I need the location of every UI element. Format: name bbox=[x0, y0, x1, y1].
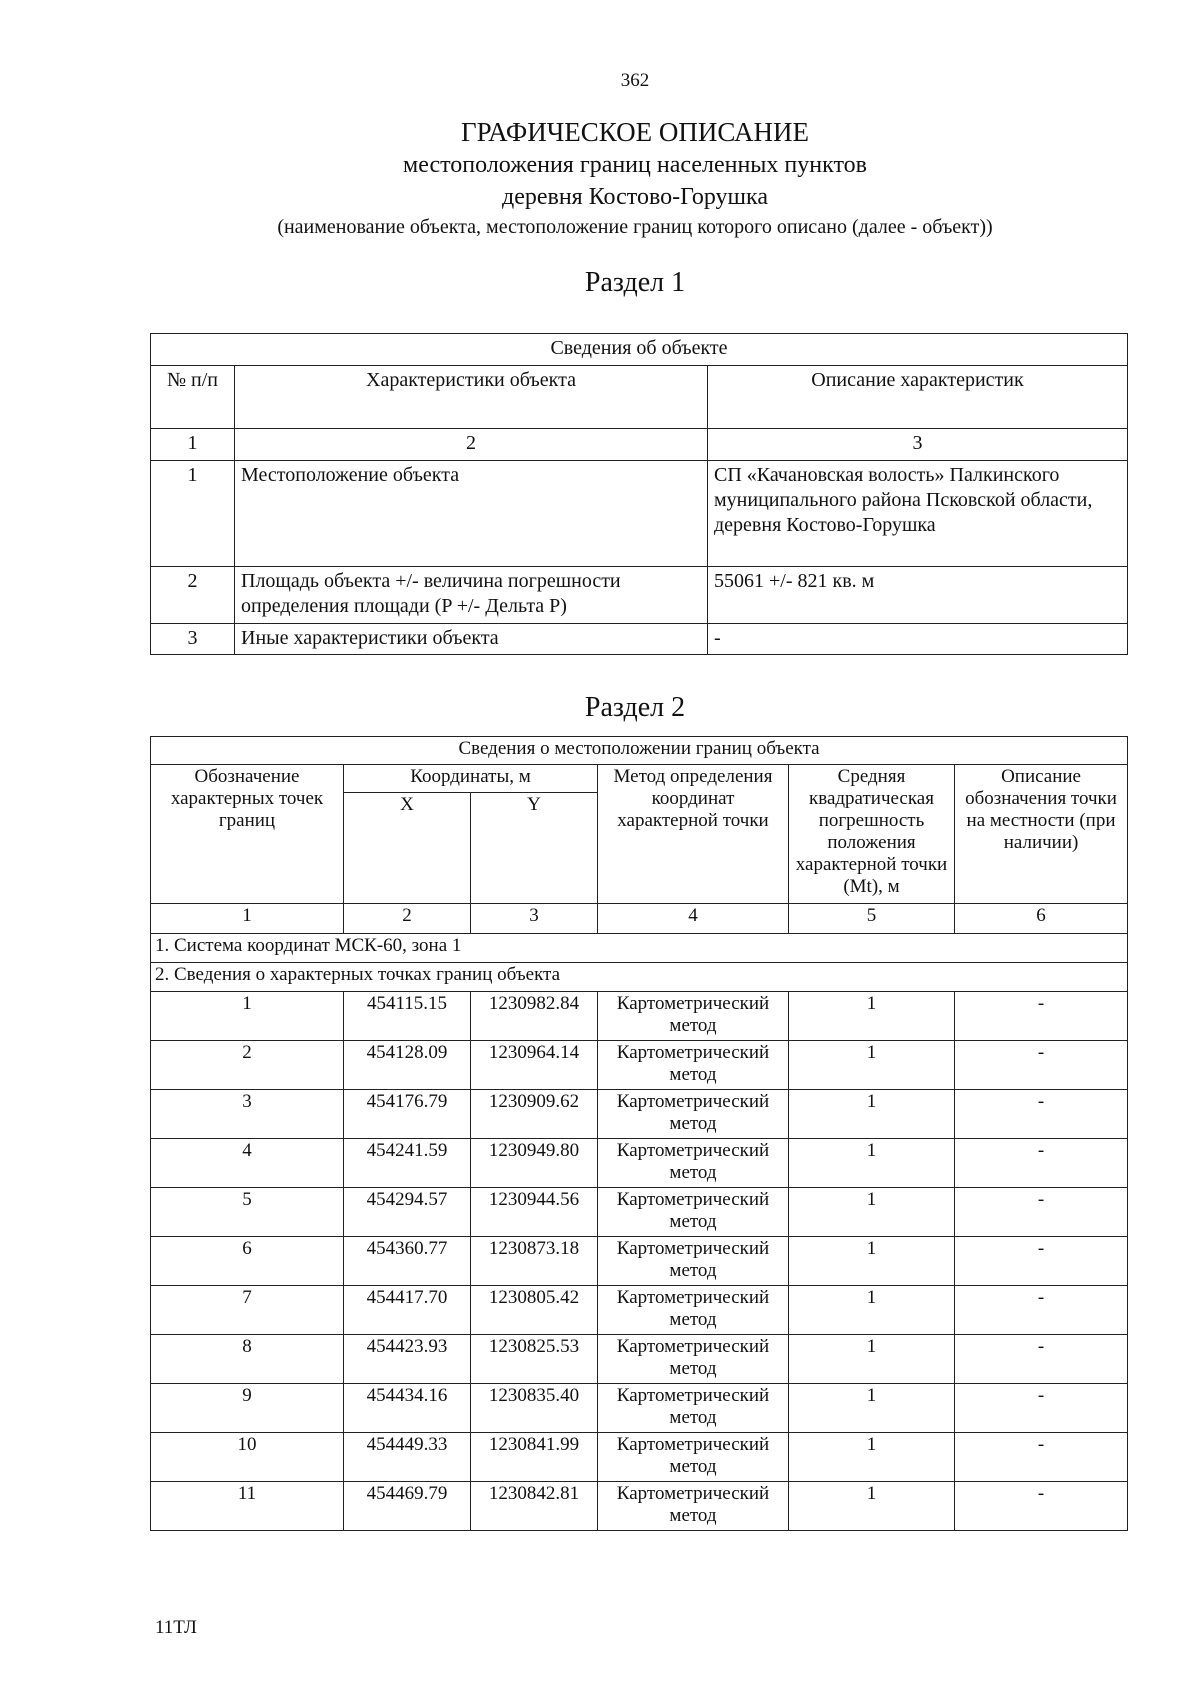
point-description-cell: - bbox=[955, 1041, 1128, 1090]
coordinate-x: 454241.59 bbox=[344, 1139, 471, 1188]
row-description: СП «Качановская волость» Палкинского муниципального района Псковской области, деревня Костово-Горушка bbox=[708, 461, 1128, 567]
point-description-cell: - bbox=[955, 1090, 1128, 1139]
coordinate-y: 1230949.80 bbox=[471, 1139, 598, 1188]
table-row bbox=[151, 1139, 1128, 1188]
col-number: 3 bbox=[471, 904, 598, 934]
col-number: 5 bbox=[789, 904, 955, 934]
col-number: 2 bbox=[344, 904, 471, 934]
method-cell: Картометрический метод bbox=[598, 992, 789, 1041]
error-cell: 1 bbox=[789, 1139, 955, 1188]
point-description-cell: - bbox=[955, 992, 1128, 1041]
section-2-heading: Раздел 2 bbox=[584, 692, 686, 723]
point-description-cell: - bbox=[955, 1237, 1128, 1286]
header-coordinates: Координаты, м bbox=[344, 765, 598, 793]
error-cell: 1 bbox=[789, 1041, 955, 1090]
error-cell: 1 bbox=[789, 1482, 955, 1531]
header-x: X bbox=[344, 793, 471, 904]
point-label: 6 bbox=[151, 1237, 344, 1286]
method-cell: Картометрический метод bbox=[598, 1188, 789, 1237]
method-cell: Картометрический метод bbox=[598, 1286, 789, 1335]
col-number: 6 bbox=[955, 904, 1128, 934]
point-label: 8 bbox=[151, 1335, 344, 1384]
col-number: 2 bbox=[235, 429, 708, 461]
point-description-cell: - bbox=[955, 1482, 1128, 1531]
point-description-cell: - bbox=[955, 1286, 1128, 1335]
title-line-3: деревня Костово-Горушка bbox=[501, 184, 768, 210]
coordinate-y: 1230944.56 bbox=[471, 1188, 598, 1237]
point-label: 4 bbox=[151, 1139, 344, 1188]
title-note: (наименование объекта, местоположение границ которого описано (далее - объект)) bbox=[277, 216, 993, 238]
method-cell: Картометрический метод bbox=[598, 1433, 789, 1482]
row-num: 1 bbox=[151, 461, 235, 567]
point-label: 3 bbox=[151, 1090, 344, 1139]
coordinate-y: 1230982.84 bbox=[471, 992, 598, 1041]
coordinate-y: 1230805.42 bbox=[471, 1286, 598, 1335]
point-description-cell: - bbox=[955, 1433, 1128, 1482]
row-description: 55061 +/- 821 кв. м bbox=[708, 567, 1128, 624]
point-label: 2 bbox=[151, 1041, 344, 1090]
table-row bbox=[151, 1090, 1128, 1139]
boundary-table-title: Сведения о местоположении границ объекта bbox=[151, 737, 1128, 765]
footer-code: 11ТЛ bbox=[155, 1617, 197, 1638]
table-row bbox=[151, 567, 1128, 624]
coordinate-y: 1230964.14 bbox=[471, 1041, 598, 1090]
coordinate-system-row: 1. Система координат МСК-60, зона 1 bbox=[151, 934, 1128, 963]
point-label: 7 bbox=[151, 1286, 344, 1335]
col-number: 3 bbox=[708, 429, 1128, 461]
table-row bbox=[151, 1041, 1128, 1090]
boundary-points-table bbox=[150, 736, 1128, 1531]
header-characteristic: Характеристики объекта bbox=[235, 366, 708, 429]
header-description: Описание характеристик bbox=[708, 366, 1128, 429]
table-row bbox=[151, 1335, 1128, 1384]
point-label: 9 bbox=[151, 1384, 344, 1433]
point-description-cell: - bbox=[955, 1335, 1128, 1384]
header-method: Метод определения координат характерной точки bbox=[598, 765, 789, 904]
point-description-cell: - bbox=[955, 1384, 1128, 1433]
error-cell: 1 bbox=[789, 1433, 955, 1482]
method-cell: Картометрический метод bbox=[598, 1139, 789, 1188]
table-row bbox=[151, 1286, 1128, 1335]
table-row bbox=[151, 1384, 1128, 1433]
row-characteristic: Местоположение объекта bbox=[235, 461, 708, 567]
points-section-row: 2. Сведения о характерных точках границ объекта bbox=[151, 963, 1128, 992]
coordinate-y: 1230873.18 bbox=[471, 1237, 598, 1286]
document-title bbox=[0, 115, 1200, 241]
title-line-2: местоположения границ населенных пунктов bbox=[403, 152, 867, 178]
row-description: - bbox=[708, 624, 1128, 655]
point-label: 10 bbox=[151, 1433, 344, 1482]
error-cell: 1 bbox=[789, 992, 955, 1041]
coordinate-x: 454417.70 bbox=[344, 1286, 471, 1335]
method-cell: Картометрический метод bbox=[598, 1237, 789, 1286]
coordinate-x: 454115.15 bbox=[344, 992, 471, 1041]
table-row bbox=[151, 461, 1128, 567]
table-row bbox=[151, 992, 1128, 1041]
point-description-cell: - bbox=[955, 1188, 1128, 1237]
header-num: № п/п bbox=[151, 366, 235, 429]
title-line-1: ГРАФИЧЕСКОЕ ОПИСАНИЕ bbox=[460, 117, 810, 147]
error-cell: 1 bbox=[789, 1188, 955, 1237]
object-info-table bbox=[150, 333, 1128, 655]
row-num: 2 bbox=[151, 567, 235, 624]
col-number: 1 bbox=[151, 429, 235, 461]
error-cell: 1 bbox=[789, 1286, 955, 1335]
col-number: 1 bbox=[151, 904, 344, 934]
coordinate-x: 454176.79 bbox=[344, 1090, 471, 1139]
coordinate-x: 454434.16 bbox=[344, 1384, 471, 1433]
method-cell: Картометрический метод bbox=[598, 1482, 789, 1531]
method-cell: Картометрический метод bbox=[598, 1041, 789, 1090]
table-row bbox=[151, 1482, 1128, 1531]
table-row bbox=[151, 1237, 1128, 1286]
row-characteristic: Площадь объекта +/- величина погрешности определения площади (P +/- Дельта P) bbox=[235, 567, 708, 624]
coordinate-x: 454360.77 bbox=[344, 1237, 471, 1286]
point-label: 5 bbox=[151, 1188, 344, 1237]
coordinate-y: 1230841.99 bbox=[471, 1433, 598, 1482]
error-cell: 1 bbox=[789, 1335, 955, 1384]
col-number: 4 bbox=[598, 904, 789, 934]
coordinate-x: 454469.79 bbox=[344, 1482, 471, 1531]
object-info-table-title: Сведения об объекте bbox=[151, 334, 1128, 366]
coordinate-y: 1230842.81 bbox=[471, 1482, 598, 1531]
table-row bbox=[151, 1433, 1128, 1482]
coordinate-y: 1230825.53 bbox=[471, 1335, 598, 1384]
error-cell: 1 bbox=[789, 1384, 955, 1433]
row-characteristic: Иные характеристики объекта bbox=[235, 624, 708, 655]
header-y: Y bbox=[471, 793, 598, 904]
coordinate-x: 454423.93 bbox=[344, 1335, 471, 1384]
error-cell: 1 bbox=[789, 1090, 955, 1139]
page-number: 362 bbox=[620, 70, 650, 91]
point-label: 1 bbox=[151, 992, 344, 1041]
coordinate-x: 454128.09 bbox=[344, 1041, 471, 1090]
method-cell: Картометрический метод bbox=[598, 1335, 789, 1384]
row-num: 3 bbox=[151, 624, 235, 655]
point-description-cell: - bbox=[955, 1139, 1128, 1188]
header-point: Обозначение характерных точек границ bbox=[151, 765, 344, 904]
header-point-description: Описание обозначения точки на местности (при наличии) bbox=[955, 765, 1128, 904]
method-cell: Картометрический метод bbox=[598, 1090, 789, 1139]
coordinate-x: 454449.33 bbox=[344, 1433, 471, 1482]
error-cell: 1 bbox=[789, 1237, 955, 1286]
header-error: Средняя квадратическая погрешность положения характерной точки (Mt), м bbox=[789, 765, 955, 904]
points-body bbox=[151, 992, 1128, 1531]
point-label: 11 bbox=[151, 1482, 344, 1531]
coordinate-x: 454294.57 bbox=[344, 1188, 471, 1237]
table-row bbox=[151, 624, 1128, 655]
table-row bbox=[151, 1188, 1128, 1237]
method-cell: Картометрический метод bbox=[598, 1384, 789, 1433]
coordinate-y: 1230835.40 bbox=[471, 1384, 598, 1433]
section-1-heading: Раздел 1 bbox=[584, 267, 686, 298]
coordinate-y: 1230909.62 bbox=[471, 1090, 598, 1139]
